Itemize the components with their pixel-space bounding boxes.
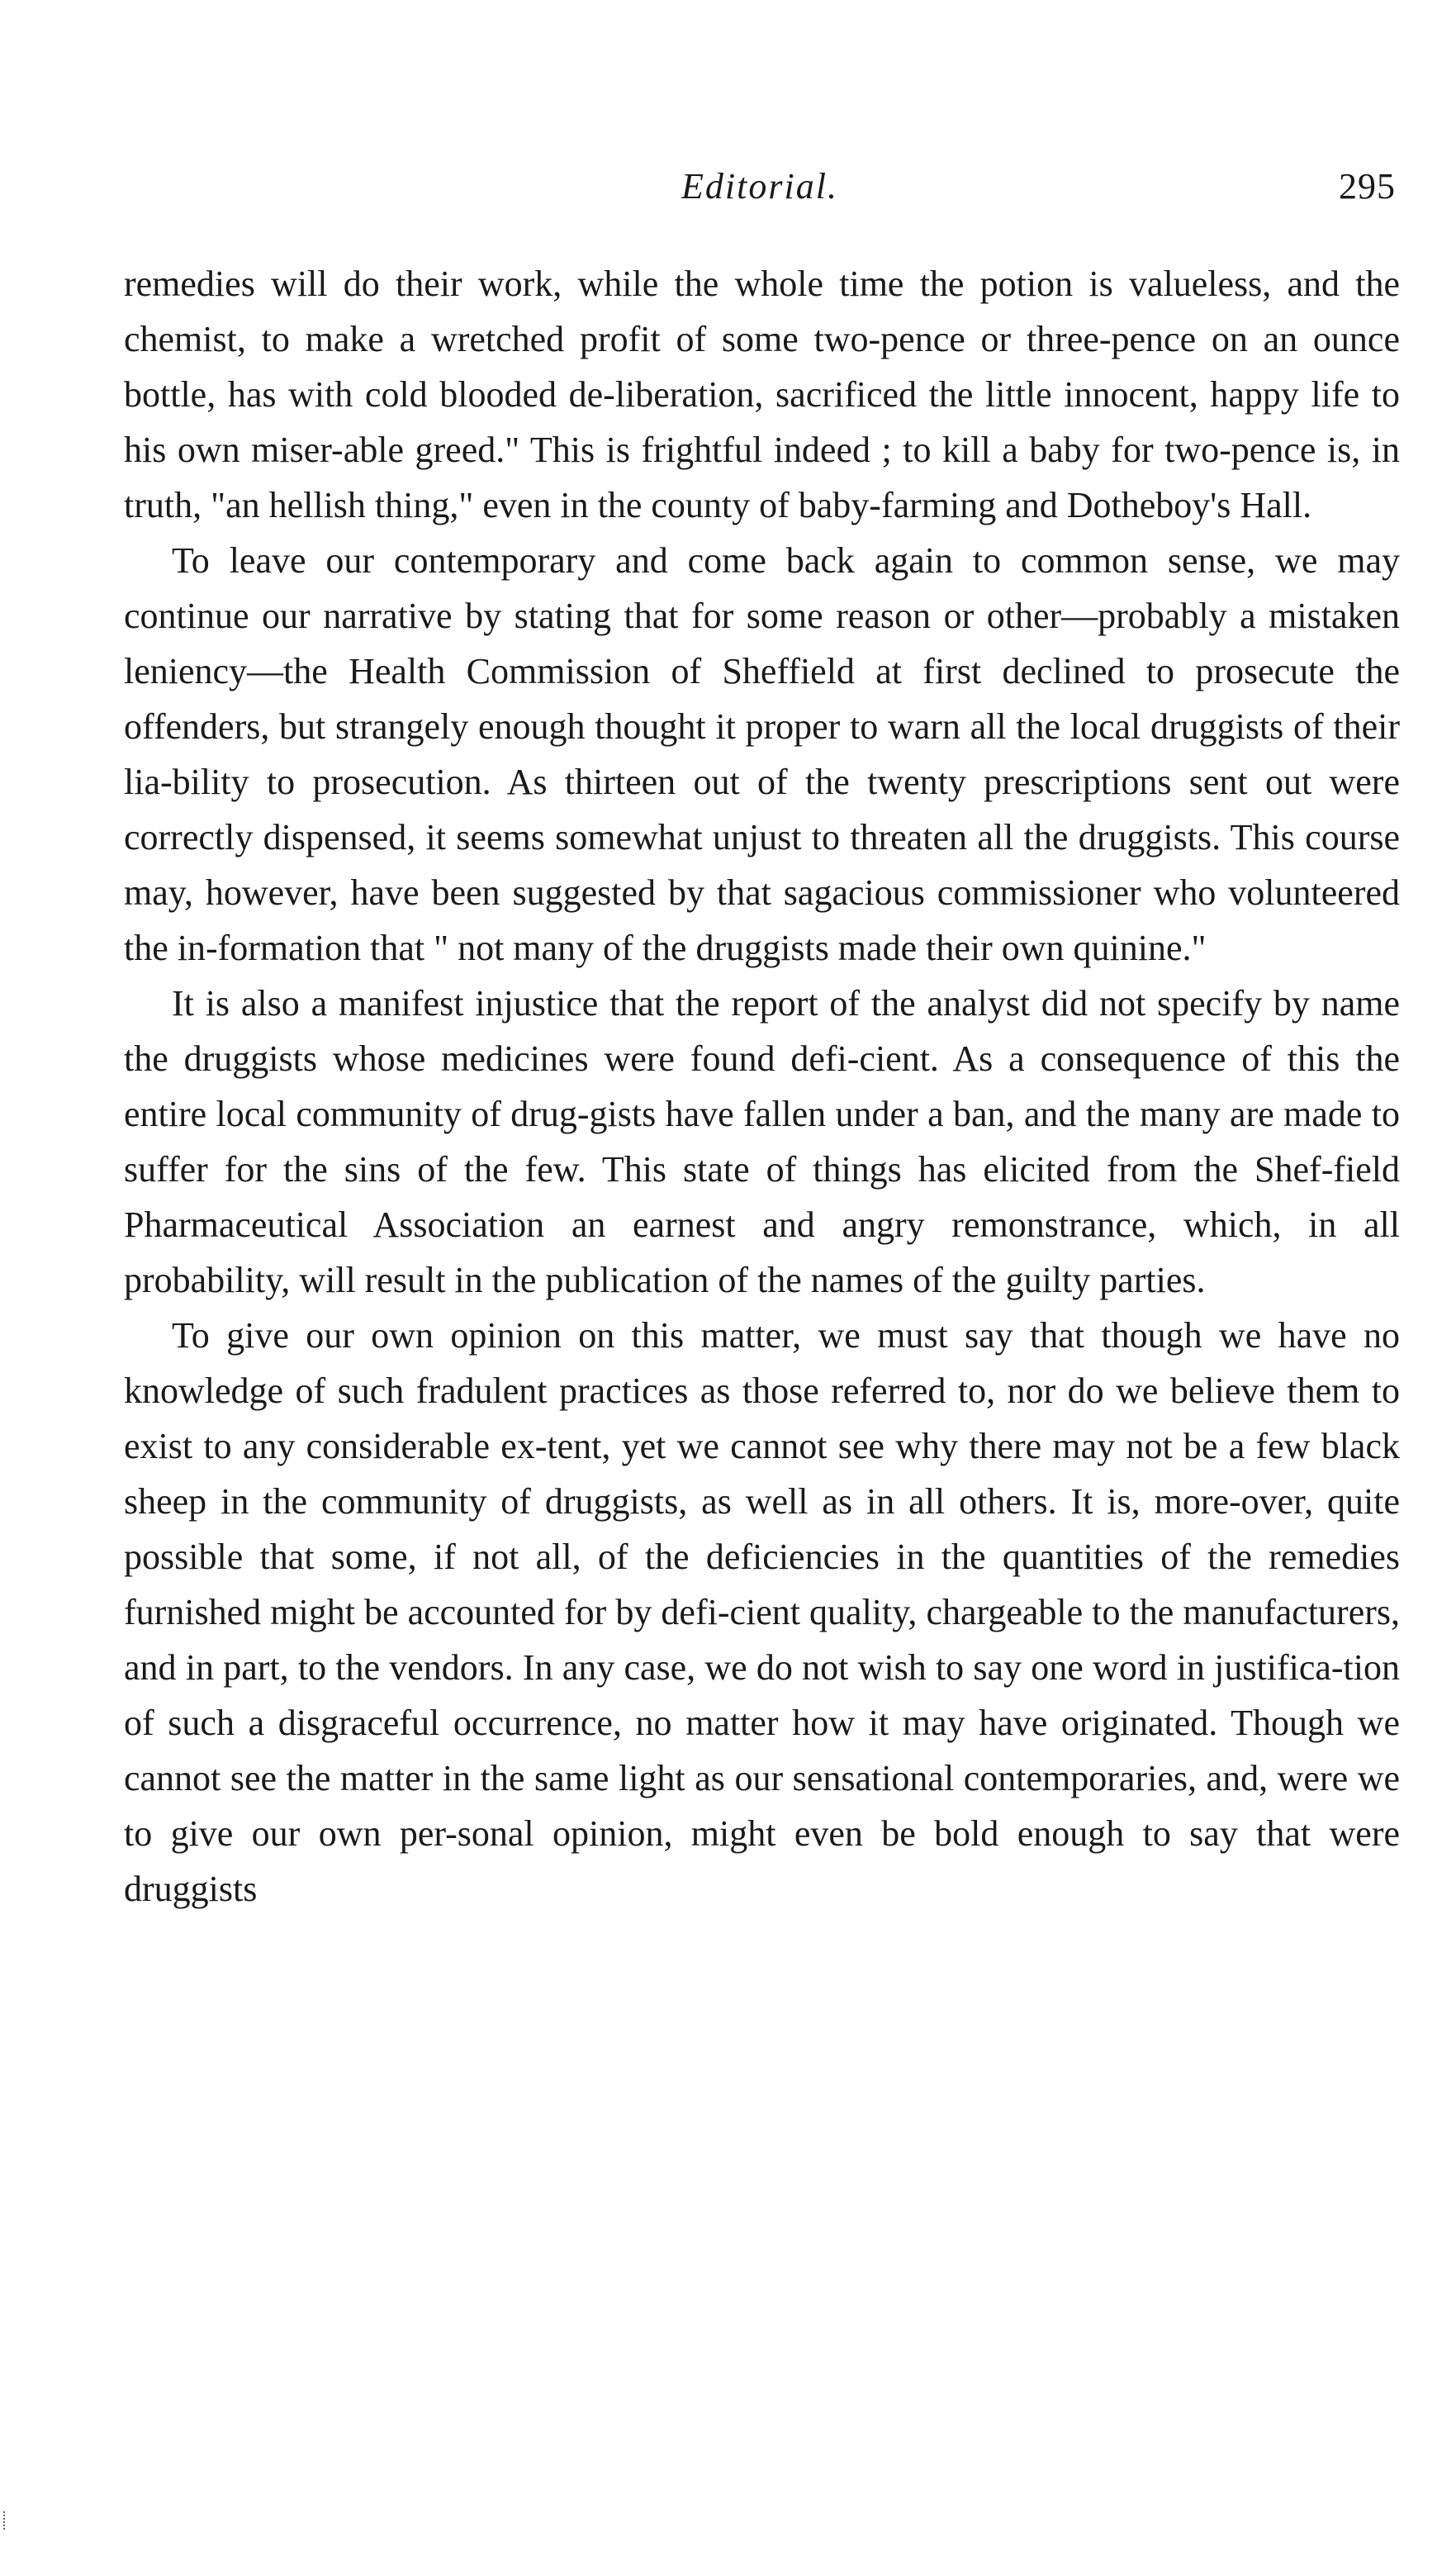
body-text (124, 256, 1400, 1917)
paragraph-own-opinion: To give our own opinion on this matter, we must say that though we have no knowledge of such fradulent practices as those referred to, nor do we believe them to exist to any considerable ex-tent, yet we cannot see why there may not be a few black sheep in the community of druggists, as well as in all others. It is, more-over, quite possible that some, if not all, of the deficiencies in the quantities of the remedies furnished might be accounted for by defi-cient quality, chargeable to the manufacturers, and in part, to the vendors. In any case, we do not wish to say one word in justifica-tion of such a disgraceful occurrence, no matter how it may have originated. Though we cannot see the matter in the same light as our sensational contemporaries, and, were we to give our own per-sonal opinion, might even be bold enough to say that were druggists (124, 1315, 1400, 1909)
paragraph-remedies: remedies will do their work, while the whole time the potion is valueless, and the chemist, to make a wretched profit of some two-pence or three-pence on an ounce bottle, has with cold blooded de-liberation, sacrificed the little innocent, happy life to his own miser-able greed." This is frightful indeed ; to kill a baby for two-pence is, in truth, "an hellish thing," even in the county of baby-farming and Dotheboy's Hall. (124, 264, 1400, 525)
running-title: Editorial. (681, 166, 838, 207)
scan-artifact-mark (3, 2511, 10, 2530)
paragraph-health-commission: To leave our contemporary and come back again to common sense, we may continue our narrative by stating that for some reason or other—probably a mistaken leniency—the Health Commission of Sheffield at first declined to prosecute the offenders, but strangely enough thought it proper to warn all the local druggists of their lia-bility to prosecution. As thirteen out of the twenty prescriptions sent out were correctly dispensed, it seems somewhat unjust to threaten all the druggists. This course may, however, have been suggested by that sagacious commissioner who volunteered the in-formation that " not many of the druggists made their own quinine." (124, 540, 1400, 968)
paragraph-manifest-injustice: It is also a manifest injustice that the report of the analyst did not specify by name the druggists whose medicines were found defi-cient. As a consequence of this the entire local community of drug-gists have fallen under a ban, and the many are made to suffer for the sins of the few. This state of things has elicited from the Shef-field Pharmaceutical Association an earnest and angry remonstrance, which, in all probability, will result in the publication of the names of the guilty parties. (124, 983, 1400, 1300)
running-header (124, 165, 1396, 223)
page-number: 295 (1339, 166, 1396, 207)
